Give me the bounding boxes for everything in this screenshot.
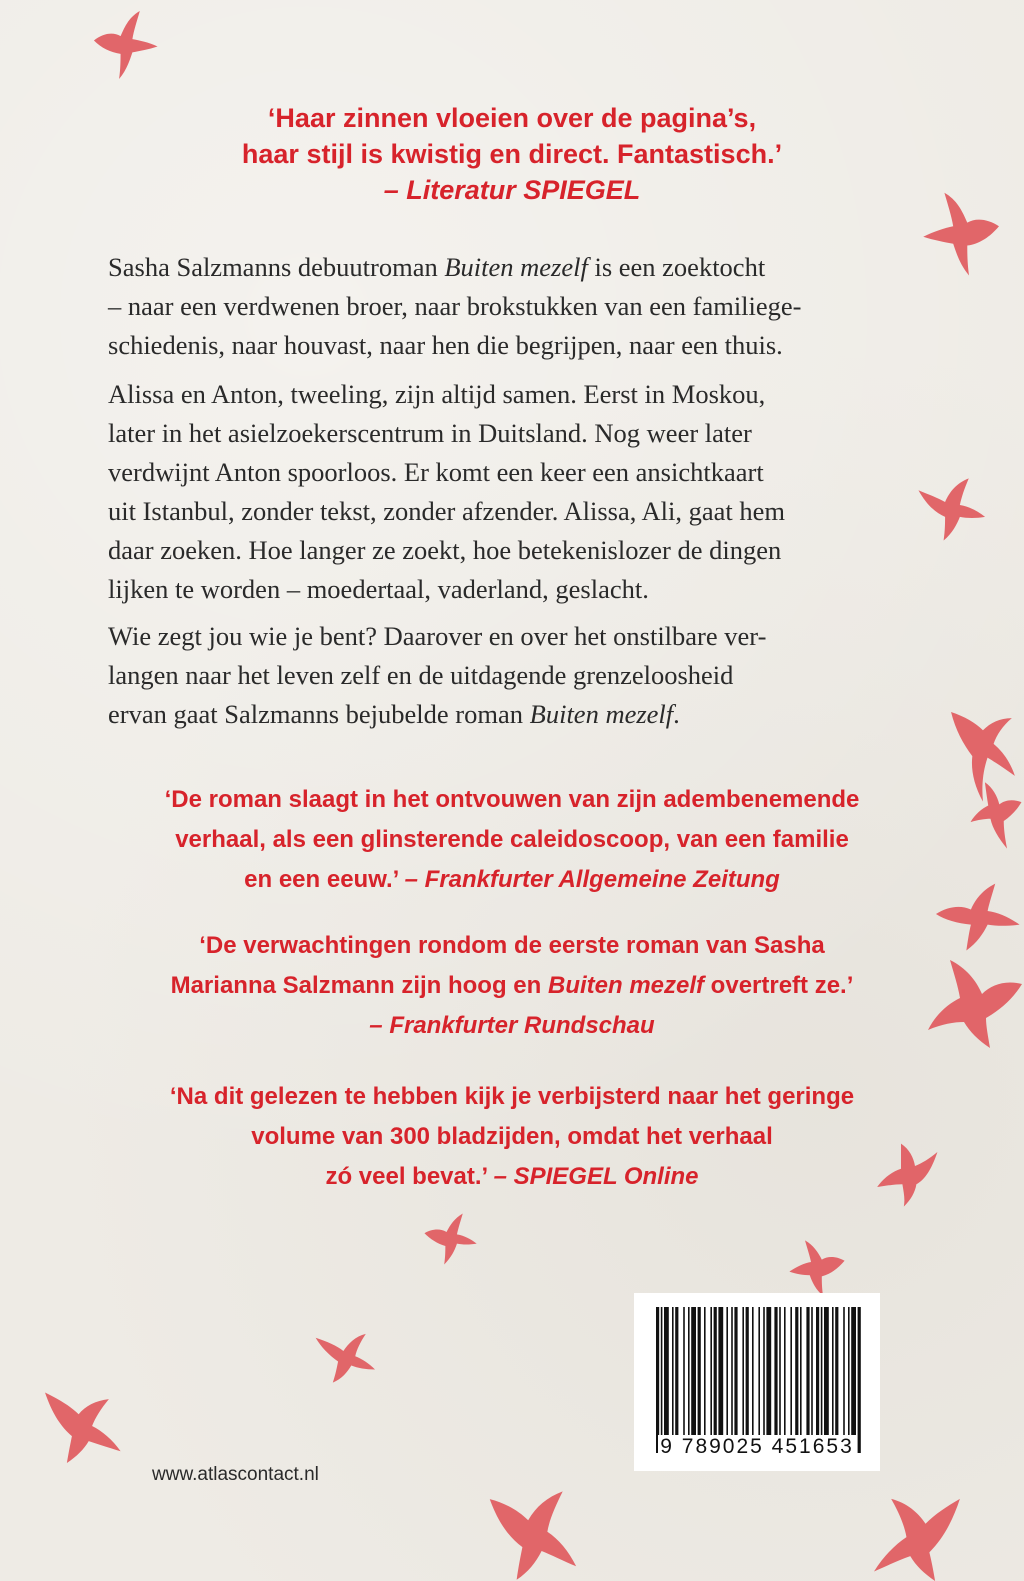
review-text: en een eeuw.’	[244, 866, 405, 893]
review-line: verhaal, als een glinsterende caleidoscoop, van een familie	[175, 826, 849, 853]
blurb-line: lijken te worden – moedertaal, vaderland, geslacht.	[108, 574, 649, 604]
barcode-bar	[851, 1307, 856, 1453]
barcode-bar	[704, 1307, 706, 1453]
barcode-bar	[843, 1307, 845, 1453]
blurb-line: verdwijnt Anton spoorloos. Er komt een keer een ansichtkaart	[108, 457, 764, 487]
barcode-bar	[734, 1307, 737, 1453]
bird-icon	[418, 1210, 482, 1268]
barcode-bar	[742, 1307, 744, 1453]
bird-icon	[484, 1470, 580, 1581]
barcode-bar	[824, 1307, 829, 1453]
bird-icon	[912, 468, 990, 542]
review-quote	[0, 926, 1024, 1046]
blurb-line	[108, 248, 908, 287]
barcode-bar	[816, 1307, 819, 1453]
barcode-bar	[675, 1307, 678, 1453]
barcode-bar	[752, 1307, 754, 1453]
review-line	[0, 966, 1024, 1006]
blurb-line: langen naar het leven zelf en de uitdagende grenzeloosheid	[108, 660, 734, 690]
barcode-bar	[746, 1307, 749, 1453]
blurb-text: .	[673, 699, 680, 729]
barcode-bar	[698, 1307, 701, 1453]
barcode-bar	[766, 1307, 771, 1453]
blurb-line: Wie zegt jou wie je bent? Daarover en over het onstilbare ver-	[108, 621, 767, 651]
blurb-paragraph-2	[108, 375, 908, 609]
review-line	[0, 1157, 1024, 1197]
barcode-bar	[811, 1307, 813, 1453]
review-source: – SPIEGEL Online	[493, 1163, 699, 1190]
barcode-bar	[832, 1307, 834, 1453]
top-quote-source: – Literatur SPIEGEL	[383, 175, 641, 205]
barcode-bar	[731, 1307, 733, 1453]
review-source: – Frankfurter Rundschau	[369, 1012, 655, 1039]
blurb-line: schiedenis, naar houvast, naar hen die begrijpen, naar een thuis.	[108, 330, 783, 360]
blurb-paragraph-1	[108, 248, 908, 365]
review-line: ‘Na dit gelezen te hebben kijk je verbijsterd naar het geringe	[169, 1083, 855, 1110]
barcode-bar	[790, 1307, 792, 1453]
book-title: Buiten mezelf	[529, 699, 674, 729]
blurb-line	[108, 695, 908, 734]
top-quote-line: ‘Haar zinnen vloeien over de pagina’s,	[267, 103, 757, 133]
barcode-bar	[718, 1307, 723, 1453]
barcode-bar	[672, 1307, 674, 1453]
barcode-bar	[758, 1307, 760, 1453]
bird-icon	[88, 6, 162, 84]
barcode-bar	[779, 1307, 781, 1453]
blurb-text: Sasha Salzmanns debuutroman	[108, 252, 445, 282]
book-title: Buiten mezelf	[444, 252, 588, 282]
review-text: zó veel bevat.’	[325, 1163, 494, 1190]
barcode-bar	[691, 1307, 696, 1453]
review-line: ‘De verwachtingen rondom de eerste roman van Sasha	[199, 932, 825, 959]
bird-icon	[40, 1378, 124, 1464]
blurb-line: later in het asielzoekerscentrum in Duitsland. Nog weer later	[108, 418, 752, 448]
review-line: ‘De roman slaagt in het ontvouwen van zijn adembenemende	[164, 786, 860, 813]
barcode-bar	[858, 1307, 861, 1453]
isbn-number	[634, 1435, 880, 1459]
review-line: volume van 300 bladzijden, omdat het verhaal	[251, 1123, 773, 1150]
barcode-bar	[806, 1307, 809, 1453]
top-quote	[0, 100, 1024, 208]
barcode-bar	[688, 1307, 690, 1453]
isbn-digits: 9 789025 451653	[660, 1435, 854, 1458]
barcode-bar	[714, 1307, 717, 1453]
barcode-bar	[821, 1307, 823, 1453]
blurb-line: – naar een verdwenen broer, naar brokstukken van een familiege-	[108, 291, 802, 321]
barcode-bar	[774, 1307, 777, 1453]
blurb-paragraph-3	[108, 617, 908, 734]
top-quote-line: haar stijl is kwistig en direct. Fantastisch.’	[241, 139, 783, 169]
barcode	[634, 1293, 880, 1471]
barcode-bar	[835, 1307, 838, 1453]
bird-icon	[784, 1238, 850, 1298]
barcode-bar	[848, 1307, 850, 1453]
bird-icon	[868, 1476, 964, 1581]
review-source: – Frankfurter Allgemeine Zeitung	[404, 866, 780, 893]
barcode-bar	[664, 1307, 669, 1453]
barcode-bar	[800, 1307, 802, 1453]
barcode-bar	[683, 1307, 685, 1453]
barcode-bar	[710, 1307, 712, 1453]
blurb-line: uit Istanbul, zonder tekst, zonder afzender. Alissa, Ali, gaat hem	[108, 496, 786, 526]
blurb-line: daar zoeken. Hoe langer ze zoekt, hoe betekenislozer de dingen	[108, 535, 782, 565]
publisher-website: www.atlascontact.nl	[152, 1464, 319, 1485]
barcode-bar	[661, 1307, 663, 1453]
review-quote	[0, 780, 1024, 900]
barcode-bar	[656, 1307, 659, 1453]
blurb-line: Alissa en Anton, tweeling, zijn altijd samen. Eerst in Moskou,	[108, 379, 766, 409]
review-quote	[0, 1077, 1024, 1197]
blurb-text: ervan gaat Salzmanns bejubelde roman	[108, 699, 530, 729]
bird-icon	[312, 1318, 380, 1384]
barcode-bar	[726, 1307, 728, 1453]
barcode-bar	[784, 1307, 786, 1453]
review-text: Marianna Salzmann zijn hoog en	[170, 972, 548, 999]
book-title: Buiten mezelf	[547, 972, 705, 999]
barcode-bar	[763, 1307, 765, 1453]
review-line	[0, 860, 1024, 900]
review-text: overtreft ze.’	[704, 972, 854, 999]
blurb-text: is een zoektocht	[587, 252, 766, 282]
barcode-bar	[795, 1307, 798, 1453]
